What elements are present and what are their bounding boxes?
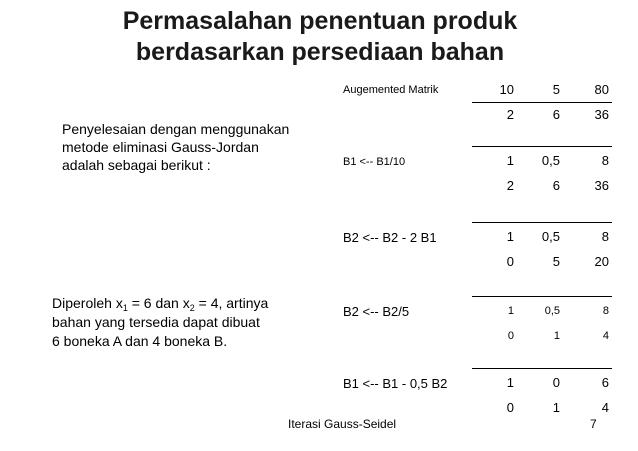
matrix-cell: 1	[507, 304, 514, 317]
intro-line-2: metode eliminasi Gauss-Jordan	[62, 139, 259, 155]
intro-text	[62, 120, 332, 174]
matrix-cell: 1	[506, 375, 514, 390]
matrix-row	[472, 173, 612, 198]
footer-text: Iterasi Gauss-Seidel	[288, 417, 397, 431]
page-number: 7	[590, 417, 597, 431]
matrix-row	[472, 102, 612, 127]
matrix-divider	[472, 102, 612, 103]
matrix-cell: 0,5	[541, 229, 560, 244]
result-line-2: bahan yang tersedia dapat dibuat	[52, 314, 260, 330]
matrix-cell: 0,5	[541, 153, 560, 168]
matrix-cell: 0	[552, 375, 560, 390]
matrix-cell: 1	[553, 329, 560, 342]
matrix-cell: 1	[552, 400, 560, 415]
matrix-step-4	[472, 298, 612, 348]
matrix-cell: 6	[601, 375, 609, 390]
matrix-row	[472, 298, 612, 323]
matrix-cell: 0	[507, 329, 514, 342]
matrix-row	[472, 148, 612, 173]
matrix-cell: 8	[602, 304, 609, 317]
matrix-divider	[472, 146, 612, 147]
intro-line-3: adalah sebagai berikut :	[62, 157, 211, 173]
matrix-cell: 4	[602, 329, 609, 342]
intro-line-1: Penyelesaian dengan menggunakan	[62, 121, 290, 137]
matrix-divider	[472, 222, 612, 223]
matrix-row	[472, 249, 612, 274]
matrix-cell: 6	[552, 107, 560, 122]
matrix-row	[472, 370, 612, 395]
step-label-augmented: Augemented Matrik	[343, 84, 439, 96]
matrix-step-5	[472, 370, 612, 420]
matrix-divider	[472, 368, 612, 369]
title-line-2: berdasarkan persediaan bahan	[135, 38, 505, 66]
matrix-cell: 36	[594, 107, 609, 122]
matrix-cell: 0	[506, 254, 514, 269]
matrix-step-2	[472, 148, 612, 198]
result-text	[52, 294, 332, 351]
matrix-cell: 80	[594, 82, 609, 97]
matrix-row	[472, 77, 612, 102]
result-line-1: Diperoleh $x_1 = 6$ dan $x_2 = 4$, artinya	[52, 295, 269, 313]
matrix-cell: 10	[499, 82, 514, 97]
matrix-cell: 2	[506, 107, 514, 122]
matrix-cell: 20	[594, 254, 609, 269]
step-label-b2-divide: B2 <-- B2/5	[343, 304, 410, 319]
matrix-row	[472, 224, 612, 249]
slide-title	[60, 6, 580, 68]
step-label-b1-minus: B1 <-- B1 - 0,5 B2	[343, 376, 448, 391]
matrix-row	[472, 323, 612, 348]
matrix-cell: 4	[601, 400, 609, 415]
step-label-b2-minus: B2 <-- B2 - 2 B1	[343, 230, 437, 245]
title-line-1: Permasalahan penentuan produk	[122, 7, 518, 35]
matrix-cell: 5	[552, 254, 560, 269]
step-label-b1-divide: B1 <-- B1/10	[343, 156, 406, 168]
matrix-cell: 8	[601, 229, 609, 244]
matrix-cell: 0,5	[544, 304, 560, 317]
matrix-cell: 2	[506, 178, 514, 193]
matrix-cell: 8	[601, 153, 609, 168]
matrix-cell: 36	[594, 178, 609, 193]
matrix-cell: 1	[506, 153, 514, 168]
matrix-cell: 5	[552, 82, 560, 97]
matrix-cell: 0	[506, 400, 514, 415]
matrix-divider	[472, 296, 612, 297]
result-line-3: 6 boneka A dan 4 boneka B.	[52, 333, 228, 349]
matrix-cell: 6	[552, 178, 560, 193]
matrix-step-3	[472, 224, 612, 274]
matrix-cell: 1	[506, 229, 514, 244]
